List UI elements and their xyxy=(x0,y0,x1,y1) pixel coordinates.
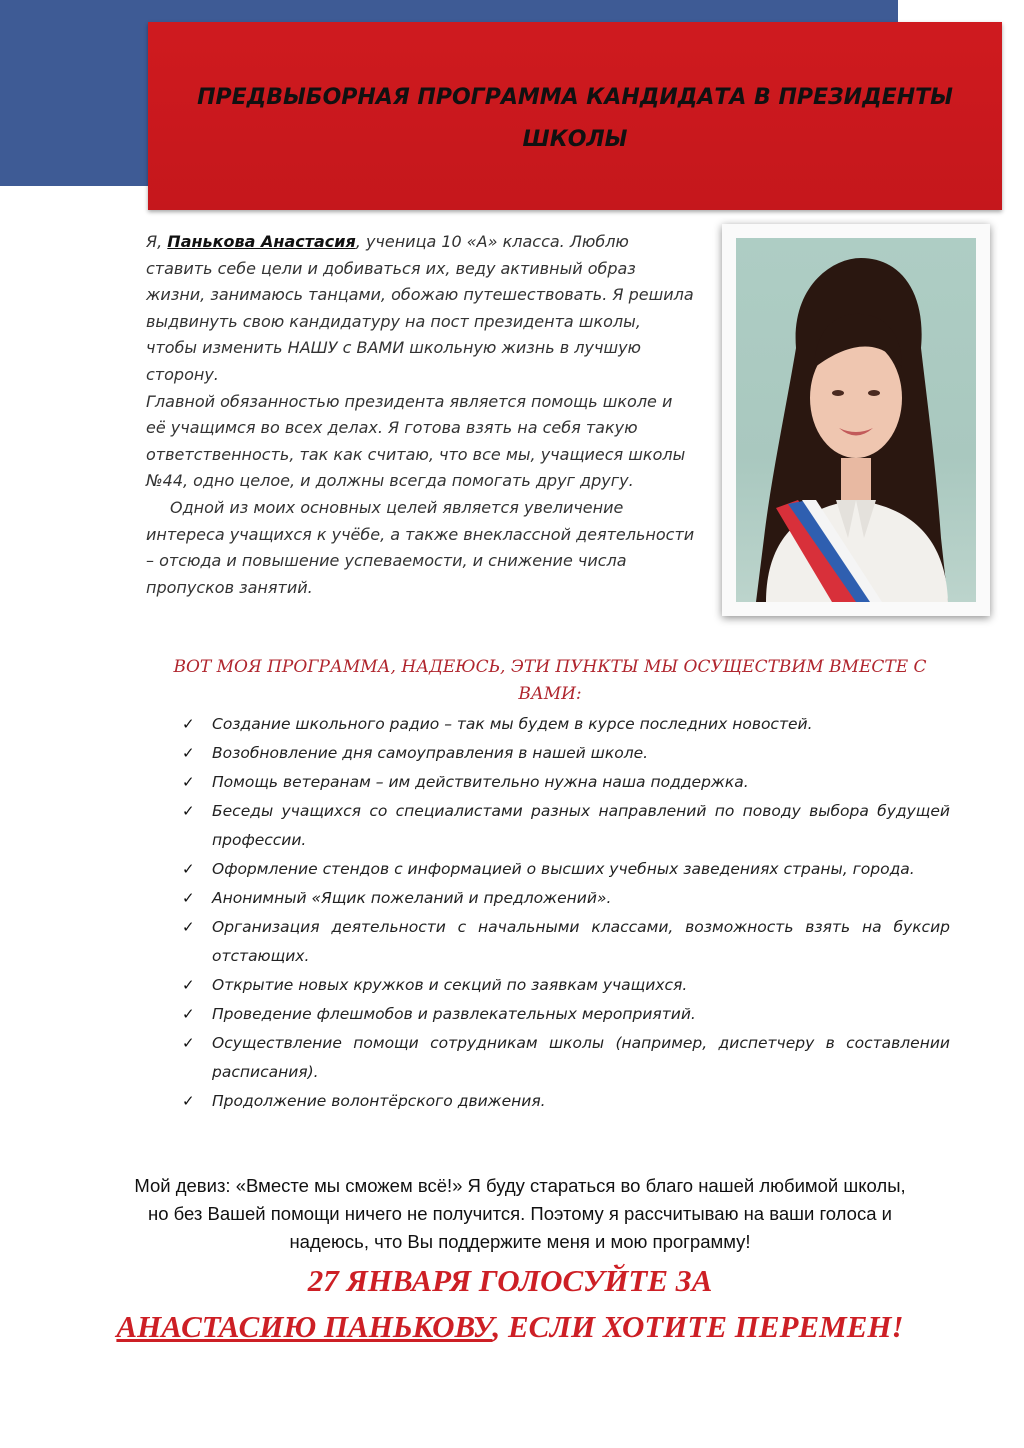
intro-text xyxy=(146,229,696,601)
page-title: ПРЕДВЫБОРНАЯ ПРОГРАММА КАНДИДАТА В ПРЕЗИДЕНТЫ ШКОЛЫ xyxy=(197,85,953,152)
list-item: ✓ Возобновление дня самоуправления в нашей школе. xyxy=(180,739,950,768)
checkmark-icon: ✓ xyxy=(182,1092,195,1110)
checkmark-icon: ✓ xyxy=(182,976,195,994)
checkmark-icon: ✓ xyxy=(182,860,195,878)
program-heading: ВОТ МОЯ ПРОГРАММА, НАДЕЮСЬ, ЭТИ ПУНКТЫ МЫ ОСУЩЕСТВИМ ВМЕСТЕ С ВАМИ: xyxy=(173,657,927,704)
candidate-name: Панькова Анастасия xyxy=(167,232,356,251)
list-item: ✓ Оформление стендов с информацией о высших учебных заведениях страны, города. xyxy=(180,855,950,884)
checkmark-icon: ✓ xyxy=(182,1034,195,1052)
list-item: ✓ Осуществление помощи сотрудникам школы (например, диспетчеру в составлении расписания). xyxy=(180,1029,950,1087)
list-item: ✓ Создание школьного радио – так мы будем в курсе последних новостей. xyxy=(180,710,950,739)
cta-rest: , ЕСЛИ ХОТИТЕ ПЕРЕМЕН! xyxy=(492,1309,904,1344)
checkmark-icon: ✓ xyxy=(182,889,195,907)
candidate-photo xyxy=(736,238,976,602)
intro-paragraph-1 xyxy=(146,229,696,389)
list-item: ✓ Открытие новых кружков и секций по заявкам учащихся. xyxy=(180,971,950,1000)
intro-paragraph-2: Главной обязанностью президента является помощь школе и её учащимся во всех делах. Я готова взять на себя такую ответственность, так как считаю, что все мы, учащиеся школы №44, одно целое, и должны всегда помогать друг другу. xyxy=(146,391,686,491)
checkmark-icon: ✓ xyxy=(182,1005,195,1023)
cta-candidate-name: АНАСТАСИЮ ПАНЬКОВУ xyxy=(116,1309,493,1344)
title-banner xyxy=(148,22,1002,210)
list-item: ✓ Продолжение волонтёрского движения. xyxy=(180,1087,950,1116)
intro-p1-rest: , ученица 10 «А» класса. Люблю ставить себе цели и добиваться их, веду активный образ жизни, занимаюсь танцами, обожаю путешествовать. Я решила выдвинуть свою кандидатуру на пост президента школы, чтобы изменить НАШУ с ВАМИ школьную жизнь в лучшую сторону. xyxy=(146,232,694,384)
list-item: ✓ Проведение флешмобов и развлекательных мероприятий. xyxy=(180,1000,950,1029)
cta-line-1: 27 ЯНВАРЯ ГОЛОСУЙТЕ ЗА xyxy=(307,1263,713,1298)
checkmark-icon: ✓ xyxy=(182,802,195,820)
list-item: ✓ Беседы учащихся со специалистами разных направлений по поводу выбора будущей профессии. xyxy=(180,797,950,855)
checkmark-icon: ✓ xyxy=(182,715,195,733)
list-item: ✓ Помощь ветеранам – им действительно нужна наша поддержка. xyxy=(180,768,950,797)
portrait-illustration xyxy=(736,238,976,602)
intro-prefix: Я, xyxy=(146,232,168,251)
checkmark-icon: ✓ xyxy=(182,918,195,936)
list-item: ✓ Анонимный «Ящик пожеланий и предложений». xyxy=(180,884,950,913)
intro-paragraph-3: Одной из моих основных целей является увеличение интереса учащихся к учёбе, а также внеклассной деятельности – отсюда и повышение успеваемости, и снижение числа пропусков занятий. xyxy=(146,497,695,597)
motto-text: Мой девиз: «Вместе мы сможем всё!» Я буду стараться во благо нашей любимой школы, но без Вашей помощи ничего не получится. Поэтому я рассчитываю на ваши голоса и надеюсь, что Вы поддержите меня и мою программу! xyxy=(134,1175,906,1252)
checkmark-icon: ✓ xyxy=(182,773,195,791)
checkmark-icon: ✓ xyxy=(182,744,195,762)
list-item: ✓ Организация деятельности с начальными классами, возможность взять на буксир отстающих. xyxy=(180,913,950,971)
cta-line-2 xyxy=(60,1304,960,1350)
program-list xyxy=(180,710,950,1116)
candidate-photo-frame xyxy=(722,224,990,616)
vote-call-to-action xyxy=(60,1258,960,1350)
